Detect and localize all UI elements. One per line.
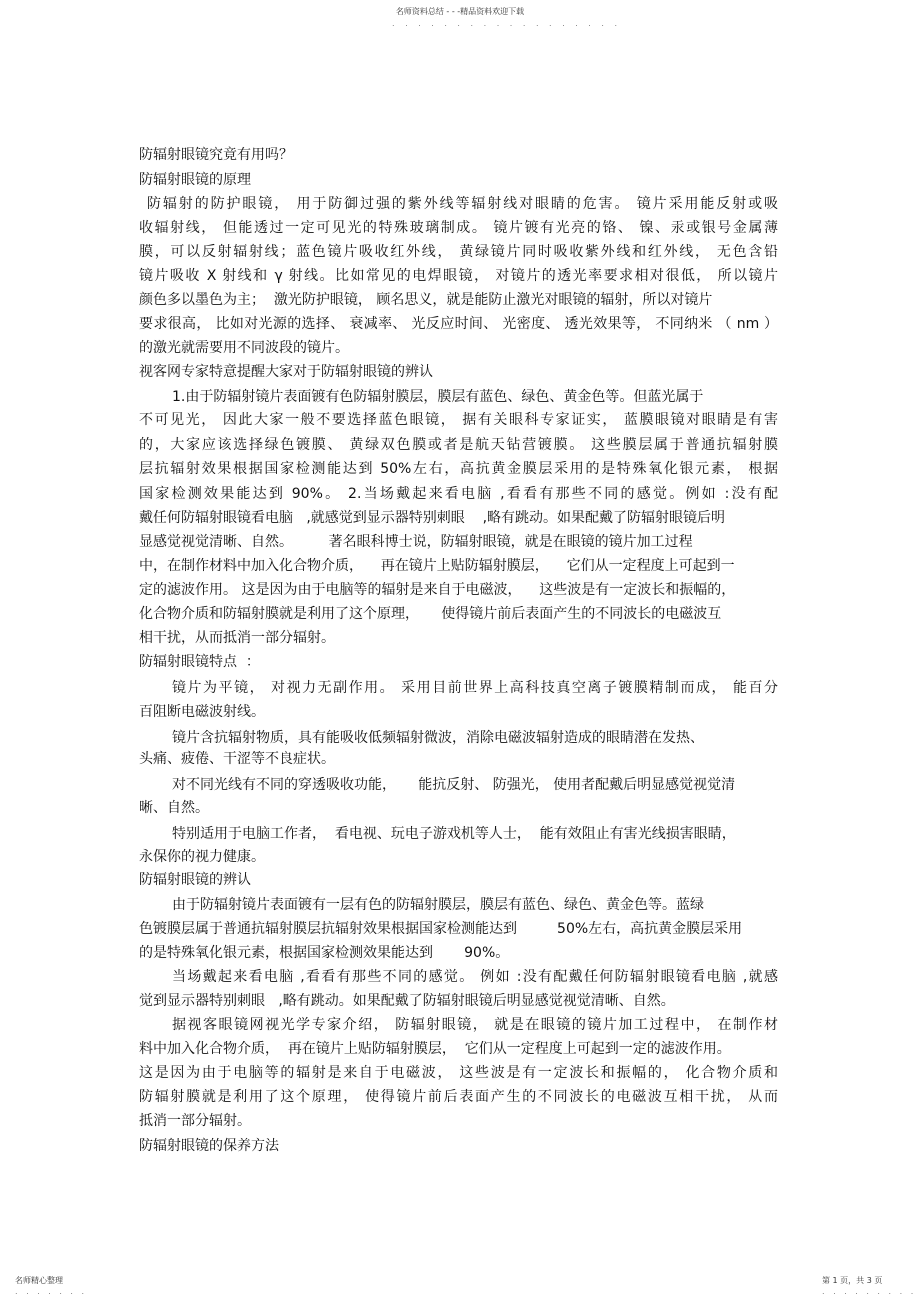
text-line: 国家检测效果能达到 90%。 2.当场戴起来看电脑 ,看看有那些不同的感觉。例如 :没有配 [139,486,778,502]
text-line: 要求很高， 比如对光源的选择、 衰减率、 光反应时间、 光密度、 透光效果等， 不同纳米 （ nm ） [139,316,778,332]
text-line: 晰、自然。 [139,800,209,816]
document-title: 防辐射眼镜究竟有用吗？ [139,147,293,163]
text-line: 料中加入化合物介质， 再在镜片上贴防辐射膜层， 它们从一定程度上可起到一定的滤波作用。 [139,1041,731,1057]
text-line: 收辐射线， 但能透过一定可见光的特殊玻璃制成。 镜片镀有光亮的铬、 镍、汞或银号金属薄 [139,220,778,236]
text-line: 防辐射膜就是利用了这个原理， 使得镜片前后表面产生的不同波长的电磁波互相干扰， 从而 [139,1089,778,1105]
section-heading: 防辐射眼镜的保养方法 [139,1138,279,1154]
text-line: 定的滤波作用。 这是因为由于电脑等的辐射是来自于电磁波， 这些波是有一定波长和振幅的， [139,582,736,598]
text-line: 头痛、疲倦、干涩等不良症状。 [139,751,335,767]
text-line: 膜，可以反射辐射线；蓝色镜片吸收红外线， 黄绿镜片同时吸收紫外线和红外线， 无色含铅 [139,244,778,260]
page-number: 第 1 页，共 3 页 [822,1276,883,1285]
text-line: 镜片吸收 X 射线和 γ 射线。比如常见的电焊眼镜， 对镜片的透光率要求相对很低， 所以镜片 [139,268,778,284]
text-line: 色镀膜层属于普通抗辐射膜层抗辐射效果根据国家检测能达到 50%左右，高抗黄金膜层采用 [139,921,743,937]
text-line: 化合物介质和防辐射膜就是利用了这个原理， 使得镜片前后表面产生的不同波长的电磁波互 [139,606,722,622]
header-divider: . . . . . . . . . . . . . . . . . . [392,19,622,28]
page-header: 名师资料总结 - - -精品资料欢迎下载 [395,7,525,16]
section-heading: 防辐射眼镜特点 ： [139,654,260,670]
text-line: 永保你的视力健康。 [139,849,265,865]
footer-left-divider: . . . . . . . [15,1287,88,1296]
text-line: 镜片为平镜， 对视力无副作用。 采用目前世界上高科技真空离子镀膜精制而成， 能百分 [172,680,778,696]
text-line: 镜片含抗辐射物质，具有能吸收低频辐射微波，消除电磁波辐射造成的眼睛潜在发热、 [172,730,704,746]
text-line: 的，大家应该选择绿色镀膜、 黄绿双色膜或者是航天钻营镀膜。 这些膜层属于普通抗辐射膜 [139,437,778,453]
text-line: 特别适用于电脑工作者， 看电视、玩电子游戏机等人士， 能有效阻止有害光线损害眼睛， [172,826,736,842]
footer-right-divider: . . . . . . . . . [822,1287,917,1296]
text-line: 中，在制作材料中加入化合物介质， 再在镜片上贴防辐射膜层， 它们从一定程度上可起到一 [139,558,735,574]
text-line: 百阻断电磁波射线。 [139,704,265,720]
text-line: 当场戴起来看电脑 ,看看有那些不同的感觉。 例如 :没有配戴任何防辐射眼镜看电脑 ,就感 [172,969,778,985]
text-line: 由于防辐射镜片表面镀有一层有色的防辐射膜层，膜层有蓝色、绿色、黄金色等。蓝绿 [172,897,704,913]
text-line: 这是因为由于电脑等的辐射是来自于电磁波， 这些波是有一定波长和振幅的， 化合物介质和 [139,1065,778,1081]
text-line: 层抗辐射效果根据国家检测能达到 50%左右，高抗黄金膜层采用的是特殊氧化银元素， 根据 [139,461,778,477]
section-heading: 防辐射眼镜的原理 [139,172,251,188]
text-line: 颜色多以墨色为主； 激光防护眼镜， 顾名思义，就是能防止激光对眼镜的辐射，所以对镜片 [139,292,713,308]
text-line: 对不同光线有不同的穿透吸收功能， 能抗反射、 防强光， 使用者配戴后明显感觉视觉清 [172,777,736,793]
text-line: 抵消一部分辐射。 [139,1113,251,1129]
text-line: 相干扰，从而抵消一部分辐射。 [139,630,335,646]
text-line: 不可见光， 因此大家一般不要选择蓝色眼镜， 据有关眼科专家证实， 蓝膜眼镜对眼睛是有害 [139,412,778,428]
text-line: 显感觉视觉清晰、自然。 著名眼科博士说，防辐射眼镜，就是在眼镜的镜片加工过程 [139,534,693,550]
footer-left: 名师精心整理 [15,1276,63,1285]
text-line: 1.由于防辐射镜片表面镀有色防辐射膜层，膜层有蓝色、绿色、黄金色等。但蓝光属于 [172,389,704,405]
text-line: 的激光就需要用不同波段的镜片。 [139,340,349,356]
text-line: 的是特殊氧化银元素，根据国家检测效果能达到 90%。 [139,945,510,961]
text-line: 觉到显示器特别刺眼 ,略有跳动。如果配戴了防辐射眼镜后明显感觉视觉清晰、自然。 [139,993,675,1009]
text-line: 据视客眼镜网视光学专家介绍， 防辐射眼镜， 就是在眼镜的镜片加工过程中， 在制作材 [172,1017,778,1033]
text-line: 戴任何防辐射眼镜看电脑 ,就感觉到显示器特别刺眼 ,略有跳动。如果配戴了防辐射眼镜后明 [139,510,726,526]
section-heading: 防辐射眼镜的辨认 [139,872,251,888]
section-heading: 视客网专家特意提醒大家对于防辐射眼镜的辨认 [139,364,433,380]
text-line: 防辐射的防护眼镜， 用于防御过强的紫外线等辐射线对眼睛的危害。 镜片采用能反射或吸 [147,196,778,212]
